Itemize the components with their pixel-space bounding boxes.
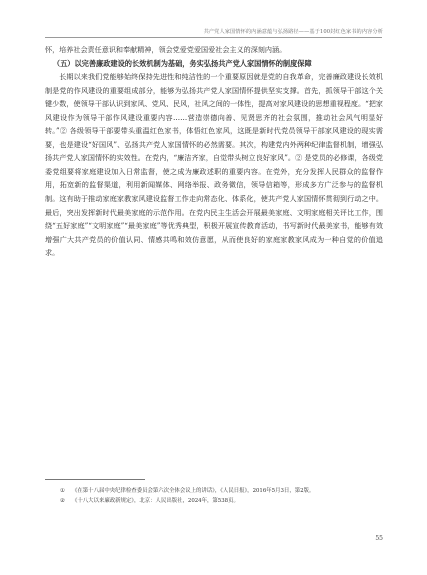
footnote-text: 《在第十八届中央纪律检查委员会第六次全体会议上的讲话》，《人民日报》，2016年5月3日，第2版。 <box>72 488 315 494</box>
header-rule <box>45 37 382 38</box>
body-text <box>45 43 383 260</box>
paragraph-main: 长期以来我们党能够始终保持先进性和纯洁性的一个重要原因就是党的自我革命，完善廉政建设长效机制是党的作风建设的重要组成部分，能够为弘扬共产党人家国情怀提供坚实支撑。首先，抓领导干部这个关键少数，使领导干部认识到家风、党风、民风，社风之间的一体性，提高对家风建设的思想重视程度。“把家风建设作为领导干部作风建设重要内容……营造崇德向善、见贤思齐的社会氛围，推动社会风气明显好转。”② 各级领导干部要带头重温红色家书，体悟红色家风，这既是新时代党员领导干部家风建设的现实需要，也是建设“好国风”、弘扬共产党人家国情怀的必然需要。其次，构建党内外两种纪律监督机制，增强弘扬共产党人家国情怀的实效性。在党内，“廉洁齐家，自觉带头树立良好家风”。② 是党员的必修课，各级党委党组要将家庭建设加入日常监督，使之成为廉政述职的重要内容。在党外，充分发挥人民群众的监督作用，拓宽新的监督渠道，利用新闻媒体、网络举报、政务微信，领导信箱等，形成多方广泛参与的监督机制。这有助于推动家庭家教家风建设监督工作走向常态化、体系化，使共产党人家国情怀贯彻到行动之中。最后，突出发挥新时代最美家庭的示范作用。在党内民主生活会开展最美家庭、文明家庭相关评比工作，围绕“五好家庭”“文明家庭”“最美家庭”等优秀典型，积极开展宣传教育活动，书写新时代最美家书，能够有效增强广大共产党员的价值认同、情感共鸣和效仿意愿，从而使良好的家庭家教家风成为一种自觉的价值追求。 <box>45 72 383 258</box>
footnote-1 <box>60 486 380 496</box>
footnote-rule <box>45 479 145 480</box>
footnote-mark: ① <box>60 488 65 494</box>
footnote-text: 《十八大以来廉政新规定》，北京：人民出版社，2024年，第538页。 <box>72 498 239 504</box>
footnotes <box>60 486 380 506</box>
footnote-mark: ② <box>60 498 65 504</box>
footnote-2 <box>60 496 380 506</box>
section-heading: （五）以完善廉政建设的长效机制为基础，务实弘扬共产党人家国情怀的制度保障 <box>52 58 312 68</box>
page-number: 55 <box>375 535 383 542</box>
paragraph-continuation: 怀，培养社会责任意识和奉献精神，领会党爱党爱国爱社会主义的深刻内涵。 <box>45 45 287 54</box>
running-header: 共产党人家国情怀的内涵意蕴与弘扬路径——基于100封红色家书的内容分析 <box>203 29 383 35</box>
